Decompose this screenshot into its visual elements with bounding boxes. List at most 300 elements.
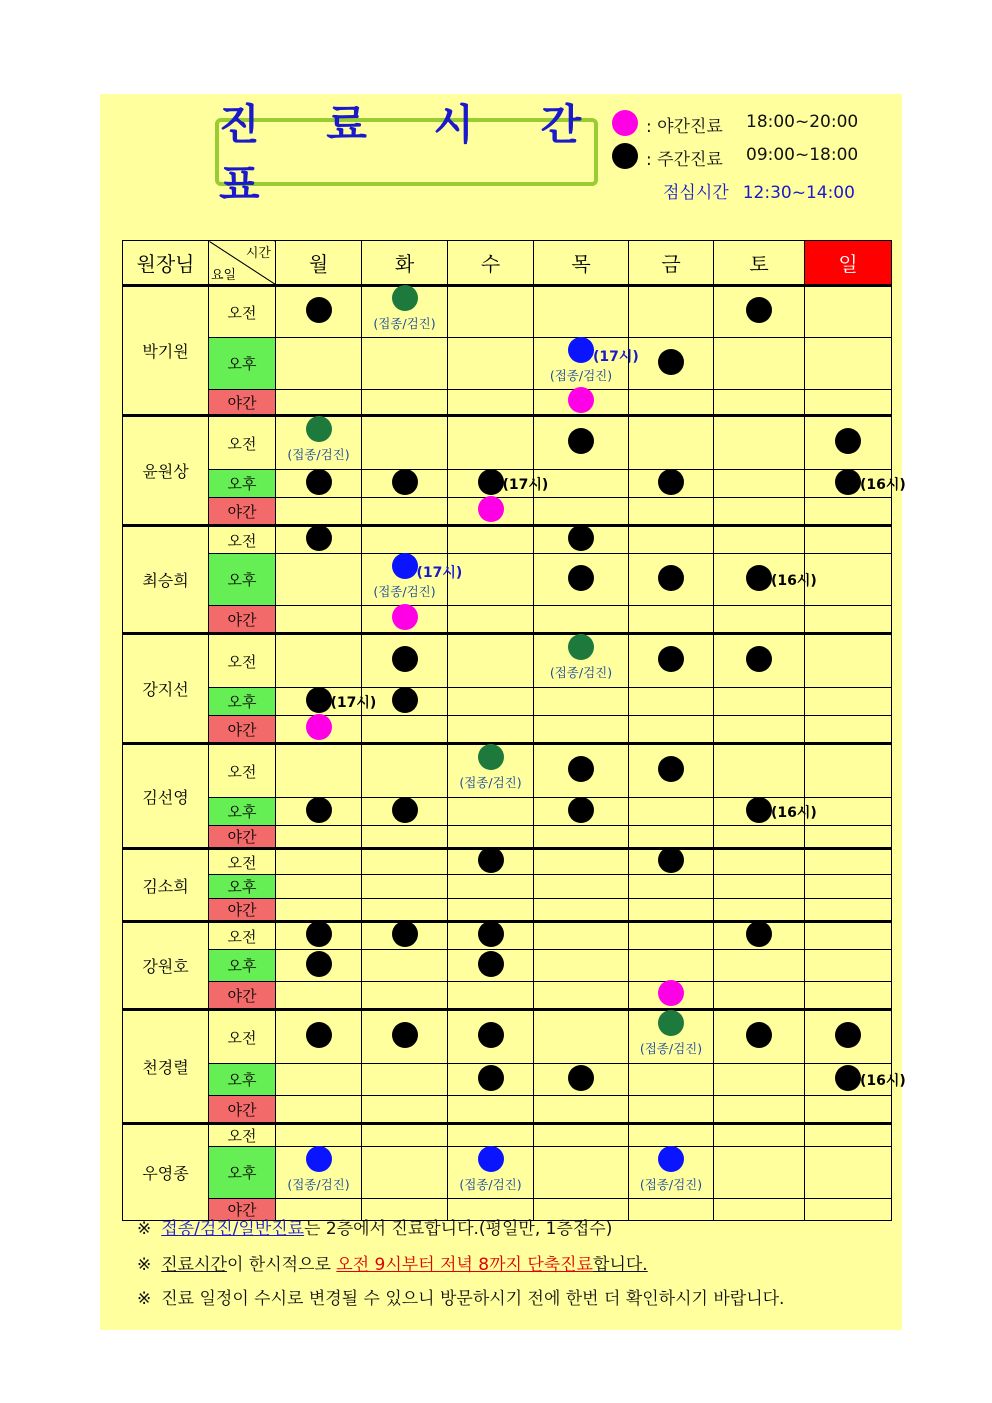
schedule-mark xyxy=(276,297,361,327)
schedule-cell xyxy=(629,554,714,606)
hour-limit-label: (16시) xyxy=(860,476,906,493)
black-dot-icon xyxy=(568,428,594,454)
legend-night-hours: 18:00~20:00 xyxy=(746,112,859,132)
page-title: 진 료 시 간 표 xyxy=(219,100,608,209)
schedule-mark xyxy=(534,1065,628,1095)
hour-limit-label: (17시) xyxy=(416,564,463,581)
schedule-cell xyxy=(448,849,534,875)
schedule-cell xyxy=(629,526,714,554)
schedule-cell xyxy=(276,634,362,688)
schedule-cell xyxy=(534,554,629,606)
schedule-cell xyxy=(276,899,362,922)
schedule-cell xyxy=(805,950,892,982)
note-bullet: ※ xyxy=(137,1255,152,1275)
schedule-cell xyxy=(714,1096,805,1124)
note-3 xyxy=(137,1284,784,1309)
hour-limit-label: (17시) xyxy=(593,348,639,365)
note-bullet: ※ xyxy=(137,1289,152,1309)
schedule-mark xyxy=(448,1154,533,1192)
schedule-mark xyxy=(276,469,361,499)
schedule-cell xyxy=(714,688,805,716)
blue-dot-icon xyxy=(658,1146,684,1172)
slot-label-am: 오전 xyxy=(209,849,276,875)
schedule-cell xyxy=(276,950,362,982)
schedule-mark xyxy=(448,921,533,951)
black-dot-icon xyxy=(658,646,684,672)
schedule-table xyxy=(122,240,906,1221)
table-row xyxy=(123,338,892,390)
slot-label-am: 오전 xyxy=(209,744,276,798)
schedule-cell xyxy=(714,606,805,634)
black-dot-icon xyxy=(306,469,332,495)
day-header: 화 xyxy=(362,241,448,286)
header-row xyxy=(123,241,892,286)
day-header: 목 xyxy=(534,241,629,286)
green-dot-icon xyxy=(658,1010,684,1036)
schedule-cell xyxy=(805,922,892,950)
table-row xyxy=(123,554,892,606)
schedule-cell xyxy=(448,286,534,338)
black-dot-icon xyxy=(306,687,332,713)
hour-limit-label: (16시) xyxy=(860,1072,906,1089)
schedule-cell xyxy=(714,875,805,899)
doctor-name: 김소희 xyxy=(123,849,209,922)
green-dot-icon xyxy=(568,634,594,660)
schedule-cell xyxy=(362,1010,448,1064)
schedule-cell xyxy=(362,606,448,634)
schedule-cell xyxy=(714,526,805,554)
doctor-name: 윤원상 xyxy=(123,416,209,526)
slot-label-nt: 야간 xyxy=(209,606,276,634)
schedule-cell xyxy=(276,849,362,875)
slot-label-nt: 야간 xyxy=(209,826,276,849)
schedule-body xyxy=(123,286,906,1221)
schedule-cell xyxy=(276,922,362,950)
schedule-mark xyxy=(448,1065,533,1095)
schedule-cell xyxy=(448,606,534,634)
schedule-cell xyxy=(276,798,362,826)
slot-label-nt: 야간 xyxy=(209,982,276,1010)
schedule-cell xyxy=(805,390,892,416)
schedule-cell xyxy=(534,922,629,950)
table-row xyxy=(123,1010,892,1064)
schedule-cell xyxy=(276,1124,362,1147)
schedule-mark xyxy=(714,565,817,595)
schedule-cell xyxy=(448,982,534,1010)
schedule-cell xyxy=(362,922,448,950)
schedule-cell xyxy=(805,606,892,634)
schedule-mark xyxy=(534,565,628,595)
black-dot-icon xyxy=(392,1022,418,1048)
legend-day-hours: 09:00~18:00 xyxy=(746,145,859,165)
schedule-mark xyxy=(448,1022,533,1052)
schedule-cell xyxy=(276,526,362,554)
green-dot-icon xyxy=(392,285,418,311)
schedule-cell xyxy=(805,1124,892,1147)
blue-dot-icon xyxy=(478,1146,504,1172)
table-row xyxy=(123,1147,892,1199)
table-row xyxy=(123,744,892,798)
mag-dot-icon xyxy=(568,387,594,413)
schedule-cell xyxy=(362,798,448,826)
schedule-cell xyxy=(534,286,629,338)
slot-label-nt: 야간 xyxy=(209,899,276,922)
schedule-cell xyxy=(362,716,448,744)
doctor-name: 강원호 xyxy=(123,922,209,1010)
legend-lunch-label: 점심시간 xyxy=(663,183,729,203)
schedule-cell xyxy=(714,416,805,470)
hour-limit-label: (16시) xyxy=(771,572,817,589)
schedule-cell xyxy=(448,470,549,498)
checkup-label: (접종/검진) xyxy=(459,775,522,790)
black-dot-icon xyxy=(568,1065,594,1091)
schedule-cell xyxy=(534,1010,629,1064)
day-header: 수 xyxy=(448,241,534,286)
schedule-cell xyxy=(448,875,534,899)
schedule-cell xyxy=(805,849,892,875)
schedule-cell xyxy=(448,1010,534,1064)
schedule-mark xyxy=(629,646,713,676)
note-1 xyxy=(137,1214,612,1239)
schedule-mark xyxy=(276,714,361,744)
schedule-cell xyxy=(448,899,534,922)
schedule-cell xyxy=(362,744,448,798)
schedule-cell xyxy=(276,1147,362,1199)
schedule-cell xyxy=(362,899,448,922)
schedule-cell xyxy=(448,744,534,798)
black-dot-icon xyxy=(306,797,332,823)
schedule-cell xyxy=(714,716,805,744)
schedule-cell xyxy=(629,1064,714,1096)
schedule-mark xyxy=(629,469,713,499)
table-row xyxy=(123,1096,892,1124)
schedule-cell xyxy=(362,1064,448,1096)
schedule-cell xyxy=(534,416,629,470)
note-2-end: 합니다. xyxy=(593,1255,648,1275)
schedule-cell xyxy=(629,470,714,498)
schedule-cell xyxy=(805,470,906,498)
schedule-mark xyxy=(276,797,361,827)
slot-label-pm: 오후 xyxy=(209,470,276,498)
schedule-cell xyxy=(448,922,534,950)
schedule-mark xyxy=(448,469,549,499)
schedule-cell xyxy=(534,1064,629,1096)
black-dot-icon xyxy=(392,921,418,947)
schedule-cell xyxy=(276,390,362,416)
black-dot-icon xyxy=(568,797,594,823)
schedule-mark xyxy=(362,561,463,599)
schedule-cell xyxy=(362,498,448,526)
black-dot-icon xyxy=(306,921,332,947)
schedule-cell xyxy=(276,744,362,798)
schedule-cell xyxy=(629,982,714,1010)
blue-dot-icon xyxy=(568,337,594,363)
mag-dot-icon xyxy=(306,714,332,740)
schedule-mark xyxy=(276,921,361,951)
schedule-cell xyxy=(362,554,463,606)
schedule-cell xyxy=(714,286,805,338)
schedule-cell xyxy=(534,950,629,982)
schedule-cell xyxy=(805,1064,906,1096)
slot-label-nt: 야간 xyxy=(209,1199,276,1221)
black-dot-icon xyxy=(658,756,684,782)
slot-label-pm: 오후 xyxy=(209,554,276,606)
schedule-cell xyxy=(629,416,714,470)
schedule-cell xyxy=(629,688,714,716)
table-row xyxy=(123,899,892,922)
schedule-cell xyxy=(362,634,448,688)
schedule-cell xyxy=(629,716,714,744)
table-row xyxy=(123,982,892,1010)
schedule-cell xyxy=(448,390,534,416)
doctor-name: 김선영 xyxy=(123,744,209,849)
black-dot-icon xyxy=(746,646,772,672)
table-row xyxy=(123,922,892,950)
day-header: 월 xyxy=(276,241,362,286)
schedule-cell xyxy=(448,1147,534,1199)
schedule-mark xyxy=(534,525,628,555)
schedule-cell xyxy=(714,1064,805,1096)
slot-label-am: 오전 xyxy=(209,1010,276,1064)
green-dot-icon xyxy=(306,416,332,442)
mag-dot-icon xyxy=(478,496,504,522)
slot-label-nt: 야간 xyxy=(209,390,276,416)
black-dot-icon xyxy=(478,921,504,947)
black-dot-icon xyxy=(478,951,504,977)
schedule-mark xyxy=(629,349,713,379)
schedule-cell xyxy=(805,688,892,716)
magenta-dot-icon xyxy=(612,110,638,136)
schedule-mark xyxy=(629,980,713,1010)
schedule-cell xyxy=(629,826,714,849)
schedule-cell xyxy=(805,634,892,688)
schedule-mark xyxy=(362,293,447,331)
schedule-mark xyxy=(362,921,447,951)
doctor-name: 박기원 xyxy=(123,286,209,416)
doctor-name: 천경렬 xyxy=(123,1010,209,1124)
schedule-cell xyxy=(714,470,805,498)
schedule-cell xyxy=(362,286,448,338)
schedule-mark xyxy=(276,1154,361,1192)
schedule-mark xyxy=(448,951,533,981)
black-dot-icon xyxy=(835,428,861,454)
doctor-name: 우영종 xyxy=(123,1124,209,1221)
schedule-cell xyxy=(448,416,534,470)
table-row xyxy=(123,416,892,470)
schedule-cell xyxy=(629,498,714,526)
schedule-mark xyxy=(629,1154,713,1192)
table-row xyxy=(123,1124,892,1147)
schedule-cell xyxy=(362,470,448,498)
slot-label-am: 오전 xyxy=(209,922,276,950)
schedule-cell xyxy=(448,1096,534,1124)
black-dot-icon xyxy=(306,951,332,977)
schedule-cell xyxy=(448,688,534,716)
day-header-sunday: 일 xyxy=(805,241,892,286)
schedule-mark xyxy=(805,1065,906,1095)
schedule-cell xyxy=(448,826,534,849)
schedule-cell xyxy=(534,826,629,849)
checkup-label: (접종/검진) xyxy=(459,1176,522,1192)
table-row xyxy=(123,875,892,899)
schedule-cell xyxy=(629,390,714,416)
schedule-cell xyxy=(448,950,534,982)
schedule-cell xyxy=(362,390,448,416)
schedule-mark xyxy=(362,646,447,676)
schedule-cell xyxy=(629,875,714,899)
schedule-cell xyxy=(448,634,534,688)
legend-lunch-hours: 12:30~14:00 xyxy=(742,183,855,203)
schedule-cell xyxy=(805,798,892,826)
checkup-label: (접종/검진) xyxy=(549,367,613,383)
table-row xyxy=(123,606,892,634)
slot-label-pm: 오후 xyxy=(209,688,276,716)
checkup-label: (접종/검진) xyxy=(373,316,436,331)
schedule-cell xyxy=(714,390,805,416)
schedule-cell xyxy=(805,1199,892,1221)
schedule-cell xyxy=(714,1147,805,1199)
checkup-label: (접종/검진) xyxy=(639,1176,703,1192)
black-dot-icon xyxy=(746,565,772,591)
hour-limit-label: (17시) xyxy=(330,694,377,711)
schedule-cell xyxy=(629,950,714,982)
schedule-mark xyxy=(805,428,891,458)
schedule-mark xyxy=(805,1022,891,1052)
table-row xyxy=(123,390,892,416)
schedule-cell xyxy=(534,390,629,416)
doctor-name: 강지선 xyxy=(123,634,209,744)
schedule-cell xyxy=(276,606,362,634)
schedule-cell xyxy=(629,922,714,950)
schedule-cell xyxy=(276,470,362,498)
black-dot-icon xyxy=(746,297,772,323)
legend-day-label: : 주간진료 xyxy=(646,150,723,170)
blue-dot-icon xyxy=(306,1146,332,1172)
schedule-mark xyxy=(714,797,817,827)
schedule-cell xyxy=(629,1124,714,1147)
note-1-text: 는 2층에서 진료합니다.(평일만, 1층접수) xyxy=(304,1219,613,1239)
schedule-cell xyxy=(629,1010,714,1064)
schedule-cell xyxy=(534,1096,629,1124)
schedule-cell xyxy=(534,849,629,875)
schedule-cell xyxy=(534,688,629,716)
schedule-cell xyxy=(714,744,805,798)
schedule-cell xyxy=(276,554,362,606)
black-dot-icon xyxy=(746,1022,772,1048)
schedule-mark xyxy=(362,604,447,634)
note-2-subject: 진료시간 xyxy=(161,1255,227,1275)
schedule-cell xyxy=(448,554,534,606)
schedule-cell xyxy=(362,1147,448,1199)
schedule-cell xyxy=(534,899,629,922)
schedule-cell xyxy=(534,982,629,1010)
schedule-cell xyxy=(714,634,805,688)
checkup-label: (접종/검진) xyxy=(287,447,350,462)
black-dot-icon xyxy=(478,469,504,495)
schedule-cell xyxy=(805,416,892,470)
slot-label-pm: 오후 xyxy=(209,1147,276,1199)
schedule-cell xyxy=(805,716,892,744)
schedule-mark xyxy=(448,752,533,790)
schedule-cell xyxy=(362,826,448,849)
note-1-highlight: 접종/검진/일반진료 xyxy=(161,1219,305,1239)
black-dot-icon xyxy=(392,646,418,672)
note-bullet: ※ xyxy=(137,1219,152,1239)
schedule-cell xyxy=(714,1010,805,1064)
table-row xyxy=(123,716,892,744)
slot-label-nt: 야간 xyxy=(209,498,276,526)
schedule-cell xyxy=(534,798,629,826)
schedule-mark xyxy=(629,1018,713,1056)
schedule-cell xyxy=(714,922,805,950)
schedule-cell xyxy=(805,498,892,526)
black-dot-icon xyxy=(392,469,418,495)
schedule-cell xyxy=(714,849,805,875)
slot-label-pm: 오후 xyxy=(209,875,276,899)
schedule-cell xyxy=(534,1147,629,1199)
schedule-mark xyxy=(714,1022,804,1052)
blue-dot-icon xyxy=(392,553,418,579)
schedule-cell xyxy=(276,716,362,744)
schedule-cell xyxy=(534,526,629,554)
schedule-cell xyxy=(276,498,362,526)
hour-limit-label: (16시) xyxy=(771,804,817,821)
schedule-cell xyxy=(534,338,639,390)
schedule-cell xyxy=(629,798,714,826)
schedule-cell xyxy=(629,338,714,390)
schedule-cell xyxy=(276,826,362,849)
note-2-highlight: 오전 9시부터 저녁 8까지 단축진료 xyxy=(336,1255,594,1275)
schedule-cell xyxy=(714,338,805,390)
schedule-cell xyxy=(629,286,714,338)
schedule-cell xyxy=(805,982,892,1010)
black-dot-icon xyxy=(392,797,418,823)
black-dot-icon xyxy=(835,1065,861,1091)
schedule-cell xyxy=(362,416,448,470)
slot-label-nt: 야간 xyxy=(209,716,276,744)
black-dot-icon xyxy=(835,1022,861,1048)
schedule-cell xyxy=(629,744,714,798)
schedule-mark xyxy=(629,847,713,877)
schedule-cell xyxy=(805,338,892,390)
corner-time-label: 시간 xyxy=(245,246,271,261)
slot-label-am: 오전 xyxy=(209,1124,276,1147)
slot-label-pm: 오후 xyxy=(209,338,276,390)
schedule-mark xyxy=(534,797,628,827)
table-row xyxy=(123,498,892,526)
black-dot-icon xyxy=(835,469,861,495)
black-dot-icon xyxy=(306,1022,332,1048)
schedule-cell xyxy=(805,1096,892,1124)
schedule-cell xyxy=(534,744,629,798)
table-row xyxy=(123,634,892,688)
checkup-label: (접종/검진) xyxy=(639,1041,703,1056)
checkup-label: (접종/검진) xyxy=(287,1176,350,1192)
slot-label-am: 오전 xyxy=(209,286,276,338)
schedule-cell xyxy=(362,849,448,875)
black-dot-icon xyxy=(568,565,594,591)
schedule-cell xyxy=(805,826,892,849)
slot-label-pm: 오후 xyxy=(209,798,276,826)
black-dot-icon xyxy=(392,687,418,713)
table-row xyxy=(123,526,892,554)
slot-label-pm: 오후 xyxy=(209,950,276,982)
black-dot-icon xyxy=(658,469,684,495)
schedule-cell xyxy=(629,1199,714,1221)
schedule-cell xyxy=(534,716,629,744)
schedule-cell xyxy=(362,526,448,554)
schedule-cell xyxy=(714,950,805,982)
